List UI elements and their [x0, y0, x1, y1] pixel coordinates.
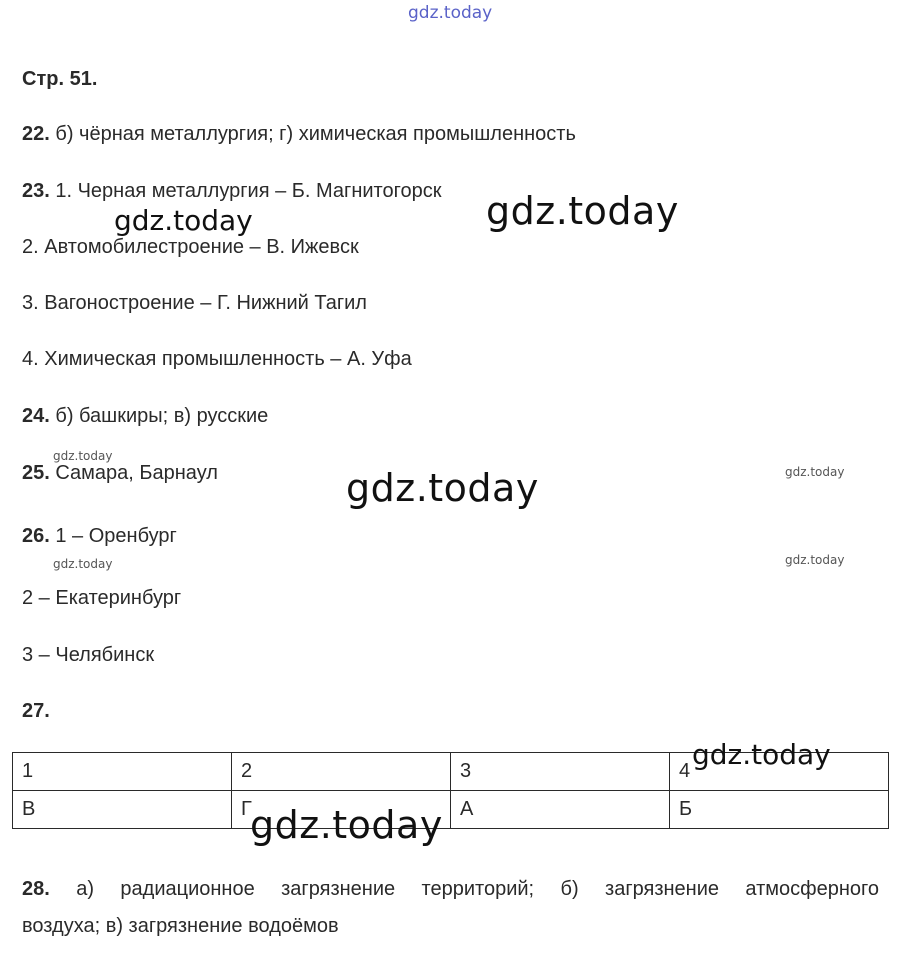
answer-28-line-2: воздуха; в) загрязнение водоёмов [22, 915, 339, 937]
answer-22 [22, 122, 576, 146]
watermark: gdz.today [53, 449, 113, 463]
table-row [13, 791, 889, 829]
watermark: gdz.today [785, 553, 845, 567]
watermark: gdz.today [114, 204, 253, 237]
table-cell: 2 [232, 753, 451, 791]
answer-text: б) башкиры; в) русские [49, 405, 269, 427]
answer-26-line-3: 3 – Челябинск [22, 644, 155, 666]
answer-26-line-2: 2 – Екатеринбург [22, 587, 182, 609]
answer-25 [22, 461, 218, 485]
question-number: 26. [22, 525, 50, 547]
header-watermark: gdz.today [408, 3, 493, 23]
table-cell: 3 [451, 753, 670, 791]
question-number: 23. [22, 180, 50, 202]
answer-text: 1 – Оренбург [49, 525, 177, 547]
answer-23-line-2: 2. Автомобилестроение – В. Ижевск [22, 236, 359, 258]
watermark: gdz.today [346, 466, 539, 510]
table-cell: В [13, 791, 232, 829]
answer-26 [22, 524, 177, 548]
watermark: gdz.today [785, 465, 845, 479]
page-heading: Стр. 51. [22, 68, 98, 90]
answer-24 [22, 404, 268, 428]
watermark: gdz.today [692, 738, 831, 771]
question-number: 25. [22, 462, 50, 484]
answer-27-number: 27. [22, 700, 50, 722]
question-number: 22. [22, 123, 50, 145]
answer-23-line-3: 3. Вагоностроение – Г. Нижний Тагил [22, 292, 367, 314]
question-number: 24. [22, 405, 50, 427]
answer-23 [22, 179, 441, 203]
table-cell: 1 [13, 753, 232, 791]
answer-text: Самара, Барнаул [49, 462, 218, 484]
watermark: gdz.today [486, 189, 679, 233]
answer-text: 1. Черная металлургия – Б. Магнитогорск [49, 180, 442, 202]
answer-text: б) чёрная металлургия; г) химическая промышленность [49, 123, 576, 145]
table-cell: Г [232, 791, 451, 829]
table-cell: 4 [670, 753, 889, 791]
answer-text: а) радиационное загрязнение территорий; б) загрязнение атмосферного [49, 878, 879, 900]
answer-28 [22, 877, 879, 901]
watermark: gdz.today [53, 557, 113, 571]
question-number: 28. [22, 878, 50, 900]
watermark: gdz.today [250, 803, 443, 847]
table-cell: А [451, 791, 670, 829]
answer-23-line-4: 4. Химическая промышленность – А. Уфа [22, 348, 412, 370]
table-cell: Б [670, 791, 889, 829]
